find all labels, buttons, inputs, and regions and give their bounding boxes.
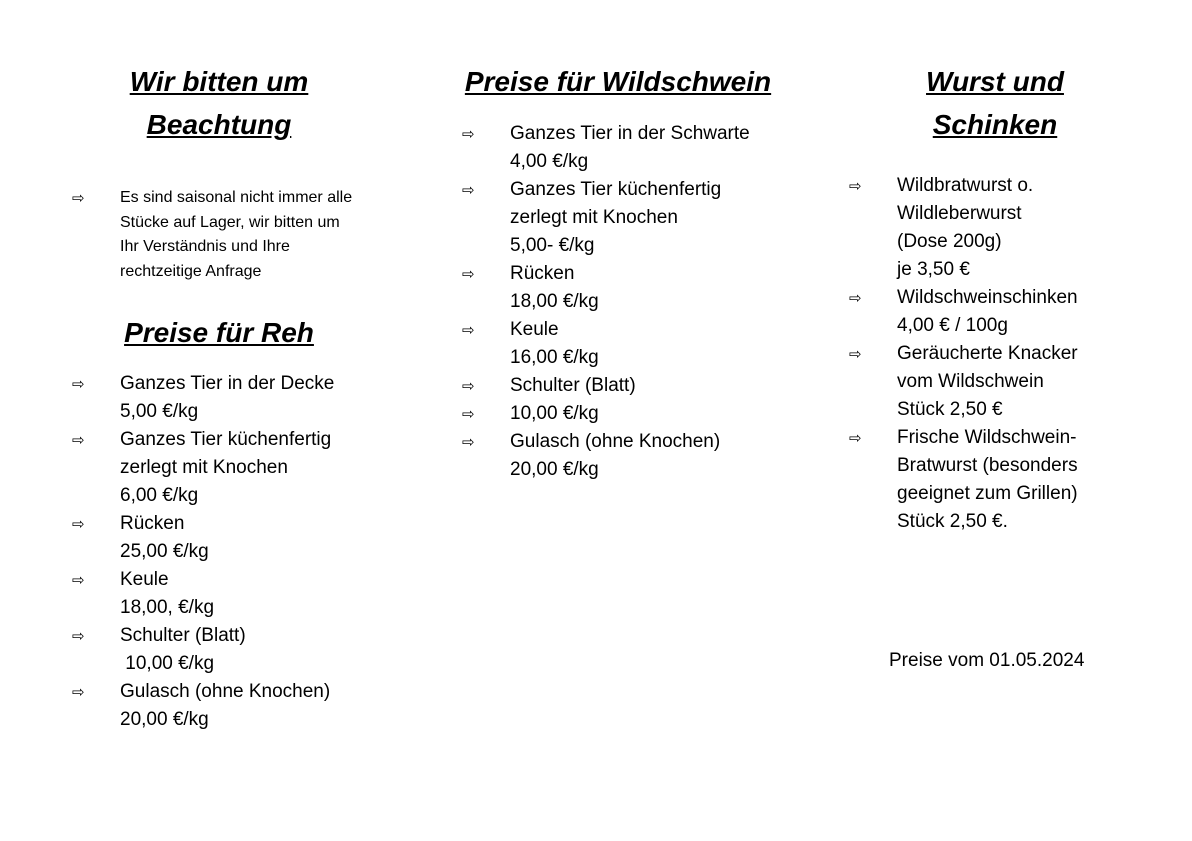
wurst-heading-line: Schinken — [932, 109, 1058, 140]
price-line: Stück 2,50 € — [897, 399, 1003, 420]
price-line: zerlegt mit Knochen — [120, 457, 288, 478]
arrow-right-icon: ⇨ — [462, 265, 475, 283]
price-item — [462, 120, 750, 176]
price-item — [72, 566, 334, 622]
arrow-right-icon: ⇨ — [462, 321, 475, 339]
price-line: Bratwurst (besonders — [897, 455, 1078, 476]
notice-line: Stücke auf Lager, wir bitten um — [120, 213, 340, 231]
price-line: zerlegt mit Knochen — [510, 207, 678, 228]
price-item — [462, 176, 750, 260]
price-item — [72, 426, 334, 510]
arrow-right-icon: ⇨ — [462, 125, 475, 143]
price-item — [462, 400, 750, 428]
wildschwein-heading: Preise für Wildschwein — [464, 66, 772, 97]
price-item — [462, 260, 750, 316]
reh-heading: Preise für Reh — [124, 317, 314, 348]
price-line: Ganzes Tier küchenfertig — [120, 429, 332, 450]
price-item — [72, 622, 334, 678]
notice-line: Ihr Verständnis und Ihre — [120, 238, 290, 255]
arrow-right-icon: ⇨ — [849, 345, 862, 363]
price-item — [72, 510, 334, 566]
beachtung-heading-line: Wir bitten um — [129, 66, 309, 97]
arrow-right-icon: ⇨ — [462, 405, 475, 423]
price-line: geeignet zum Grillen) — [897, 483, 1078, 504]
arrow-right-icon: ⇨ — [72, 431, 85, 449]
price-line: 6,00 €/kg — [120, 485, 199, 506]
arrow-right-icon: ⇨ — [462, 433, 475, 451]
price-line: 4,00 € / 100g — [897, 315, 1008, 336]
price-line: 20,00 €/kg — [120, 709, 209, 730]
price-line: Rücken — [120, 513, 185, 534]
price-item — [849, 340, 1078, 424]
price-line: Ganzes Tier küchenfertig — [510, 179, 722, 200]
notice-item — [72, 186, 352, 284]
arrow-right-icon: ⇨ — [462, 377, 475, 395]
price-line: Ganzes Tier in der Schwarte — [510, 123, 750, 144]
price-line: Frische Wildschwein- — [897, 427, 1077, 448]
arrow-right-icon: ⇨ — [72, 375, 85, 393]
beachtung-notice — [72, 186, 352, 284]
arrow-right-icon: ⇨ — [72, 515, 85, 533]
arrow-right-icon: ⇨ — [72, 683, 85, 701]
price-line: 5,00 €/kg — [120, 401, 199, 422]
price-item — [72, 370, 334, 426]
wurst-heading — [890, 60, 1100, 146]
arrow-right-icon: ⇨ — [849, 289, 862, 307]
price-line: Wildleberwurst — [897, 203, 1022, 224]
price-line: Geräucherte Knacker — [897, 343, 1078, 364]
price-line: 10,00 €/kg — [510, 403, 599, 424]
price-line: 25,00 €/kg — [120, 541, 209, 562]
price-line: je 3,50 € — [897, 259, 970, 280]
wurst-heading-line: Wurst und — [926, 66, 1064, 97]
price-line: Schulter (Blatt) — [120, 625, 246, 646]
arrow-right-icon: ⇨ — [72, 627, 85, 645]
price-line: 20,00 €/kg — [510, 459, 599, 480]
price-line: (Dose 200g) — [897, 231, 1002, 252]
price-line: 18,00 €/kg — [510, 291, 599, 312]
price-line: Wildbratwurst o. — [897, 175, 1034, 196]
price-line: 18,00, €/kg — [120, 597, 215, 618]
price-line: 4,00 €/kg — [510, 151, 589, 172]
notice-line: rechtzeitige Anfrage — [120, 262, 262, 280]
price-line: Gulasch (ohne Knochen) — [510, 431, 721, 452]
price-item — [462, 316, 750, 372]
price-item — [849, 424, 1078, 536]
price-line: Gulasch (ohne Knochen) — [120, 681, 331, 702]
price-date-note: Preise vom 01.05.2024 — [889, 650, 1085, 671]
price-line: Stück 2,50 €. — [897, 511, 1008, 532]
notice-line: Es sind saisonal nicht immer alle — [120, 189, 353, 206]
arrow-right-icon: ⇨ — [849, 429, 862, 447]
beachtung-heading — [110, 60, 328, 146]
price-item — [72, 678, 334, 734]
price-line: 5,00- €/kg — [510, 235, 595, 256]
arrow-right-icon: ⇨ — [72, 571, 85, 589]
price-line: Ganzes Tier in der Decke — [120, 373, 335, 394]
price-item — [849, 284, 1078, 340]
price-line: vom Wildschwein — [897, 371, 1044, 392]
price-line: 16,00 €/kg — [510, 347, 599, 368]
arrow-right-icon: ⇨ — [72, 189, 85, 207]
price-item — [849, 172, 1078, 284]
price-line: Schulter (Blatt) — [510, 375, 636, 396]
price-line: Rücken — [510, 263, 575, 284]
wurst-price-list — [849, 172, 1078, 536]
price-line: Keule — [120, 569, 169, 590]
reh-price-list — [72, 370, 334, 734]
arrow-right-icon: ⇨ — [849, 177, 862, 195]
price-item — [462, 372, 750, 400]
price-line: 10,00 €/kg — [120, 653, 215, 674]
arrow-right-icon: ⇨ — [462, 181, 475, 199]
wildschwein-price-list — [462, 120, 750, 484]
price-line: Wildschweinschinken — [897, 287, 1078, 308]
price-line: Keule — [510, 319, 559, 340]
price-item — [462, 428, 750, 484]
beachtung-heading-line: Beachtung — [146, 109, 292, 140]
